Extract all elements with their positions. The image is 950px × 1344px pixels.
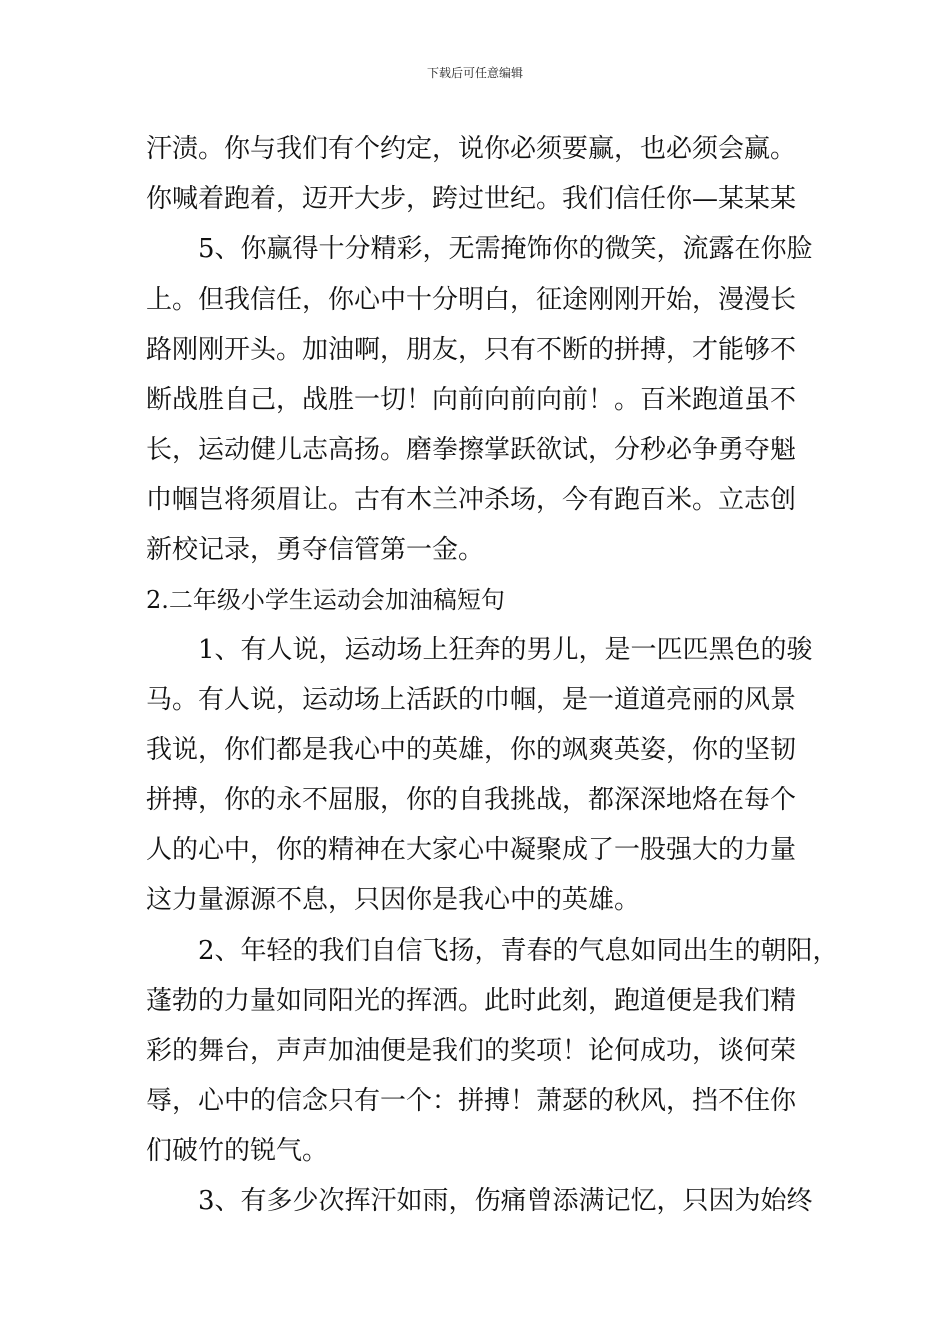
- body-line: 辱，心中的信念只有一个：拼搏！萧瑟的秋风，挡不住你: [146, 1086, 797, 1116]
- body-line: 我说，你们都是我心中的英雄，你的飒爽英姿，你的坚韧: [146, 735, 797, 765]
- body-line: 断战胜自己，战胜一切！向前向前向前！。百米跑道虽不: [146, 385, 797, 415]
- body-line: 们破竹的锐气。: [146, 1136, 329, 1166]
- body-line: 拼搏，你的永不屈服，你的自我挑战，都深深地烙在每个: [146, 785, 797, 815]
- body-line: 你喊着跑着，迈开大步，跨过世纪。我们信任你—某某某: [146, 184, 797, 214]
- body-line: 新校记录，勇夺信管第一金。: [146, 535, 485, 565]
- body-line: 巾帼岂将须眉让。古有木兰冲杀场，今有跑百米。立志创: [146, 485, 797, 515]
- body-line: 汗渍。你与我们有个约定，说你必须要赢，也必须会赢。: [146, 134, 797, 164]
- page-header: 下载后可任意编辑: [426, 66, 523, 80]
- body-line: 路刚刚开头。加油啊，朋友，只有不断的拼搏，才能够不: [146, 335, 797, 365]
- body-line: 马。有人说，运动场上活跃的巾帼，是一道道亮丽的风景: [146, 685, 797, 715]
- body-line: 5、你赢得十分精彩，无需掩饰你的微笑，流露在你脸: [146, 234, 813, 264]
- body-line: 蓬勃的力量如同阳光的挥洒。此时此刻，跑道便是我们精: [146, 986, 797, 1016]
- body-line: 彩的舞台，声声加油便是我们的奖项！论何成功，谈何荣: [146, 1036, 797, 1066]
- body-line: 上。但我信任，你心中十分明白，征途刚刚开始，漫漫长: [146, 285, 797, 315]
- body-line: 长，运动健儿志高扬。磨拳擦掌跃欲试，分秒必争勇夺魁: [146, 435, 797, 465]
- body-line: 2、年轻的我们自信飞扬，青春的气息如同出生的朝阳，: [146, 936, 839, 966]
- body-line: 1、有人说，运动场上狂奔的男儿，是一匹匹黑色的骏: [146, 635, 813, 665]
- section-heading: 2.二年级小学生运动会加油稿短句: [146, 586, 505, 614]
- body-line: 人的心中，你的精神在大家心中凝聚成了一股强大的力量: [146, 835, 797, 865]
- body-line: 3、有多少次挥汗如雨，伤痛曾添满记忆，只因为始终: [146, 1186, 813, 1216]
- body-line: 这力量源源不息，只因你是我心中的英雄。: [146, 885, 641, 915]
